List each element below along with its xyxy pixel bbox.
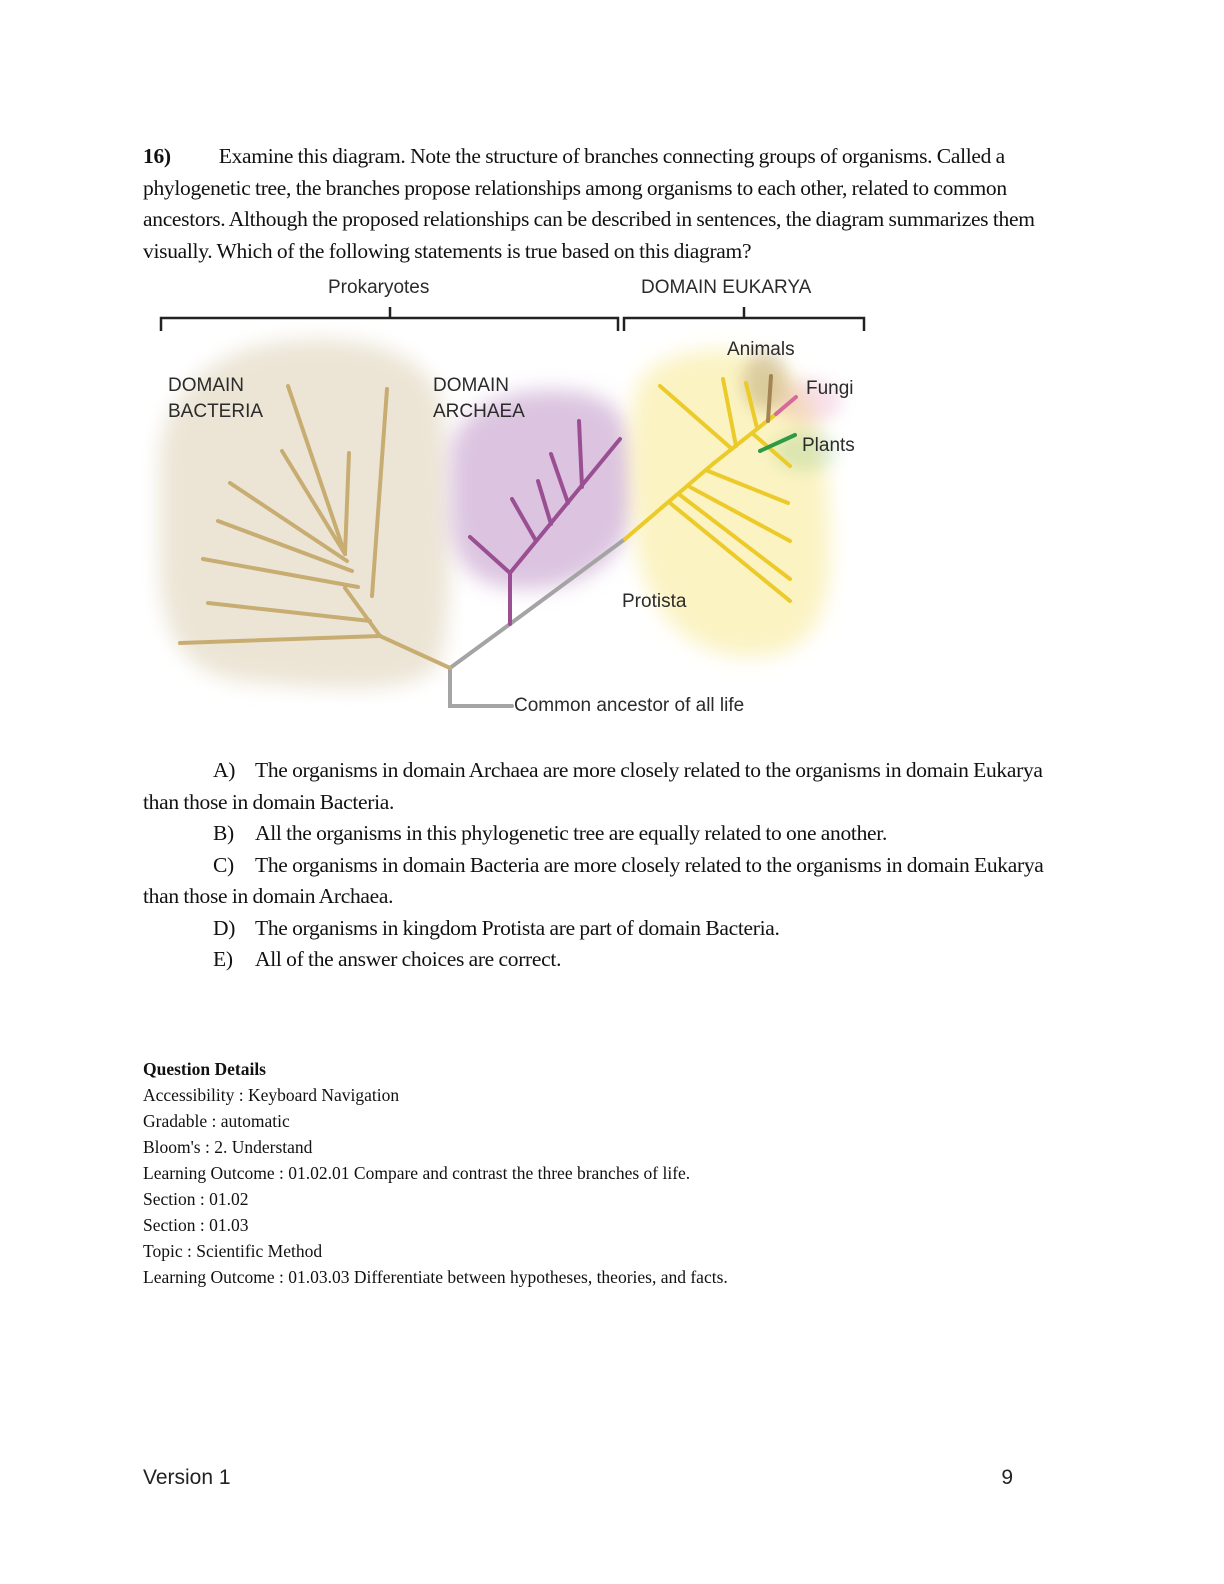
detail-line: Section : 01.03 <box>143 1214 249 1235</box>
option-c-letter: C) <box>213 852 234 877</box>
protista-label: Protista <box>622 591 687 612</box>
option-a[interactable] <box>143 755 1078 818</box>
bacteria-label <box>168 373 263 425</box>
page-footer <box>143 1466 1013 1496</box>
detail-line: Section : 01.02 <box>143 1188 249 1209</box>
bacteria-label-line2: BACTERIA <box>168 401 264 422</box>
details-title: Question Details <box>143 1058 266 1079</box>
archaea-label-line2: ARCHAEA <box>433 401 525 422</box>
option-d-text: The organisms in kingdom Protista are part of domain Bacteria. <box>255 915 780 940</box>
option-d-letter: D) <box>213 915 236 940</box>
option-e-text: All of the answer choices are correct. <box>255 947 562 971</box>
footer-version: Version 1 <box>143 1466 231 1489</box>
root-line <box>450 668 512 706</box>
detail-line: Learning Outcome : 01.02.01 Compare and contrast the three branches of life. <box>143 1162 691 1183</box>
eukarya-label: DOMAIN EUKARYA <box>641 277 812 298</box>
option-d[interactable] <box>143 913 1078 945</box>
root-label: Common ancestor of all life <box>514 695 745 716</box>
option-e-letter: E) <box>213 947 233 971</box>
footer-page-number: 9 <box>1001 1466 1013 1489</box>
question-details <box>143 1056 1078 1290</box>
option-b-letter: B) <box>213 821 234 845</box>
detail-line: Gradable : automatic <box>143 1110 290 1131</box>
option-b-text: All the organisms in this phylogenetic tree are equally related to one another. <box>255 821 888 845</box>
option-a-letter: A) <box>213 758 236 782</box>
prokaryotes-bracket <box>161 307 618 331</box>
archaea-label-line1: DOMAIN <box>433 375 509 396</box>
phylogenetic-tree-diagram <box>140 271 880 741</box>
animals-label: Animals <box>727 339 795 360</box>
option-c-text: The organisms in domain Bacteria are more closely related to the organisms in domain Eukarya than those in domain Archaea. <box>143 852 1044 908</box>
archaea-label <box>433 373 525 425</box>
answer-options <box>143 755 1078 976</box>
option-a-text: The organisms in domain Archaea are more closely related to the organisms in domain Eukarya than those in domain Bacteria. <box>143 758 1043 814</box>
prokaryotes-label: Prokaryotes <box>328 277 430 298</box>
detail-line: Accessibility : Keyboard Navigation <box>143 1084 400 1105</box>
option-b[interactable] <box>143 818 1078 850</box>
eukarya-bracket <box>624 307 864 331</box>
bacteria-label-line1: DOMAIN <box>168 375 244 396</box>
question-number: 16) <box>143 144 171 168</box>
detail-line: Learning Outcome : 01.03.03 Differentiate between hypotheses, theories, and facts. <box>143 1266 728 1287</box>
option-c[interactable] <box>143 850 1078 913</box>
detail-line: Topic : Scientific Method <box>143 1240 323 1261</box>
question-stem <box>143 141 1078 267</box>
plants-label: Plants <box>802 435 855 456</box>
question-text: Examine this diagram. Note the structure of branches connecting groups of organisms. Called a phylogenetic tree, the branches propose relationships among organisms to each other, related to common ancestors. Although the proposed relationships can be described in sentences, the diagram summarizes them visually. Which of the following statements is true based on this diagram? <box>143 144 1035 263</box>
detail-line: Bloom's : 2. Understand <box>143 1136 313 1157</box>
option-e[interactable] <box>143 944 1078 976</box>
fungi-label: Fungi <box>806 378 854 399</box>
